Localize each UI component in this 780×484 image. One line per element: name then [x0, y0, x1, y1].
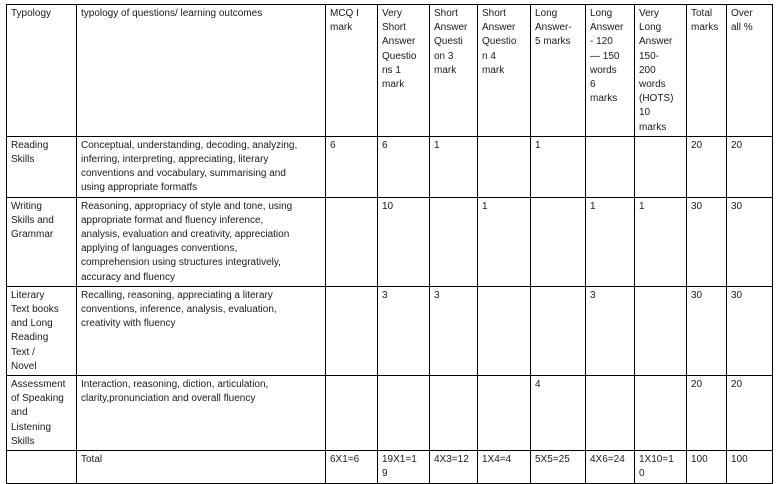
cell-line: Text / — [11, 346, 35, 358]
grand-total: 100 — [687, 451, 727, 484]
totals-label: Total — [77, 451, 326, 484]
cell-line: Recalling, reasoning, appreciating a literary — [81, 289, 273, 301]
very-long-cell: 1 — [635, 197, 687, 286]
very-short-cell: 3 — [378, 286, 430, 375]
cell-line: ns 1 — [382, 64, 401, 76]
cell-line: Listening — [11, 421, 52, 433]
short4-cell — [478, 136, 531, 197]
total-cell: 20 — [687, 136, 727, 197]
cell-line: comprehension using structures integratively, — [81, 257, 281, 269]
short3-cell: 1 — [430, 136, 478, 197]
cell-line: Questi — [434, 36, 463, 48]
long6-cell — [586, 136, 635, 197]
cell-line: Skills and — [11, 214, 54, 226]
cell-line: Writing — [11, 200, 42, 212]
cell-line: - 120 — [590, 36, 613, 48]
long5-total: 5X5=25 — [531, 451, 586, 484]
totals-row — [7, 451, 773, 484]
long5-cell: 1 — [531, 136, 586, 197]
cell-line: (HOTS) — [639, 93, 674, 105]
header-total-marks — [687, 5, 727, 137]
short3-cell — [430, 197, 478, 286]
very-short-cell: 10 — [378, 197, 430, 286]
header-very-short-answer — [378, 5, 430, 137]
cell-line: MCQ I — [330, 8, 359, 19]
very-short-total — [378, 451, 430, 484]
overall-cell: 30 — [727, 286, 773, 375]
cell-line: Answer — [482, 22, 516, 34]
header-overall-percent — [727, 5, 773, 137]
cell-line: Skills — [11, 435, 35, 447]
cell-line: analysis, evaluation and creativity, appreciation — [81, 229, 290, 241]
cell-line: 200 — [639, 64, 656, 76]
mcq-cell — [326, 197, 378, 286]
cell-line: marks — [590, 93, 618, 105]
cell-line: Skills — [11, 154, 35, 166]
cell-line: Long — [639, 22, 662, 34]
cell-line: Very — [639, 8, 660, 19]
cell-line: 6 — [590, 79, 596, 91]
typology-cell — [7, 197, 77, 286]
long6-total: 4X6=24 — [586, 451, 635, 484]
total-cell: 20 — [687, 376, 727, 451]
typology-cell — [7, 451, 77, 484]
cell-line: Answer — [639, 36, 673, 48]
header-typology: Typology — [7, 5, 77, 137]
marks-distribution-table — [6, 4, 773, 484]
cell-line: of Speaking — [11, 393, 64, 405]
cell-line: Questio — [482, 36, 517, 48]
cell-line: Answer — [382, 36, 416, 48]
overall-cell: 30 — [727, 197, 773, 286]
cell-line: n 4 — [482, 50, 496, 62]
total-cell: 30 — [687, 197, 727, 286]
cell-line: Literary — [11, 289, 45, 301]
cell-line: 10 — [639, 107, 651, 119]
cell-line: words — [639, 79, 666, 91]
short3-total: 4X3=12 — [430, 451, 478, 484]
cell-line: Reading — [11, 139, 49, 151]
long5-cell — [531, 286, 586, 375]
cell-line: using appropriate formatfs — [81, 182, 198, 194]
cell-line: Interaction, reasoning, diction, articulation, — [81, 379, 269, 391]
cell-line: 19X1=1 — [382, 454, 417, 466]
cell-line: words — [590, 64, 617, 76]
short4-cell — [478, 286, 531, 375]
cell-line: Conceptual, understanding, decoding, analyzing, — [81, 139, 298, 151]
header-very-long-answer — [635, 5, 687, 137]
total-cell: 30 — [687, 286, 727, 375]
mcq-cell — [326, 286, 378, 375]
cell-line: — 150 — [590, 50, 620, 62]
typology-cell — [7, 376, 77, 451]
cell-line: conventions and vocabulary, summarising and — [81, 168, 286, 180]
very-long-cell — [635, 136, 687, 197]
cell-line: accuracy and fluency — [81, 271, 175, 283]
typology-cell — [7, 136, 77, 197]
table-row-literary — [7, 286, 773, 375]
overall-cell: 20 — [727, 136, 773, 197]
cell-line: 9 — [382, 468, 388, 480]
cell-line: Grammar — [11, 229, 54, 241]
cell-line: mark — [482, 64, 505, 76]
table-row-reading — [7, 136, 773, 197]
cell-line: inferring, interpreting, appreciating, literary — [81, 154, 269, 166]
cell-line: marks — [691, 22, 719, 34]
cell-line: Short — [434, 8, 458, 19]
cell-line: Assessment — [11, 379, 66, 391]
cell-line: Reading — [11, 332, 49, 344]
very-long-cell — [635, 286, 687, 375]
cell-line: Answer — [434, 22, 468, 34]
cell-line: all % — [731, 22, 753, 34]
header-short-answer-4 — [478, 5, 531, 137]
cell-line: applying of languages conventions, — [81, 243, 238, 255]
overall-total: 100 — [727, 451, 773, 484]
very-long-total — [635, 451, 687, 484]
cell-line: on 3 — [434, 50, 454, 62]
short3-cell: 3 — [430, 286, 478, 375]
table-row-writing — [7, 197, 773, 286]
header-row — [7, 5, 773, 137]
short3-cell — [430, 376, 478, 451]
short4-total: 1X4=4 — [478, 451, 531, 484]
cell-line: creativity with fluency — [81, 318, 176, 330]
cell-line: conventions, inference, analysis, evaluation, — [81, 304, 277, 316]
outcomes-cell — [77, 136, 326, 197]
header-learning-outcomes: typology of questions/ learning outcomes — [77, 5, 326, 137]
header-short-answer-3 — [430, 5, 478, 137]
short4-cell: 1 — [478, 197, 531, 286]
cell-line: Long — [535, 8, 558, 19]
very-short-cell: 6 — [378, 136, 430, 197]
cell-line: Reasoning, appropriacy of style and tone, using — [81, 200, 293, 212]
cell-line: appropriate format and fluency inference, — [81, 214, 264, 226]
cell-line: Novel — [11, 360, 37, 372]
overall-cell: 20 — [727, 376, 773, 451]
cell-line: Answer- — [535, 22, 572, 34]
cell-line: mark — [330, 22, 353, 34]
cell-line: Total — [691, 8, 713, 19]
outcomes-cell — [77, 286, 326, 375]
mcq-total: 6X1=6 — [326, 451, 378, 484]
cell-line: Very — [382, 8, 403, 19]
cell-line: Short — [382, 22, 406, 34]
table-row-assessment — [7, 376, 773, 451]
long6-cell — [586, 376, 635, 451]
cell-line: 150- — [639, 50, 660, 62]
cell-line: Short — [482, 8, 506, 19]
cell-line: Answer — [590, 22, 624, 34]
cell-line: marks — [639, 121, 667, 133]
mcq-cell — [326, 376, 378, 451]
long6-cell: 3 — [586, 286, 635, 375]
very-long-cell — [635, 376, 687, 451]
cell-line: Long — [590, 8, 613, 19]
outcomes-cell — [77, 197, 326, 286]
header-long-answer-6 — [586, 5, 635, 137]
header-long-answer-5 — [531, 5, 586, 137]
long5-cell: 4 — [531, 376, 586, 451]
cell-line: 1X10=1 — [639, 454, 674, 466]
typology-cell — [7, 286, 77, 375]
cell-line: 5 marks — [535, 36, 571, 48]
outcomes-cell — [77, 376, 326, 451]
long6-cell: 1 — [586, 197, 635, 286]
cell-line: mark — [434, 64, 457, 76]
cell-line: mark — [382, 79, 405, 91]
very-short-cell — [378, 376, 430, 451]
short4-cell — [478, 376, 531, 451]
header-mcq — [326, 5, 378, 137]
long5-cell — [531, 197, 586, 286]
cell-line: 0 — [639, 468, 645, 480]
cell-line: clarity,pronunciation and overall fluency — [81, 393, 256, 405]
cell-line: Text books — [11, 304, 59, 316]
cell-line: and Long — [11, 318, 53, 330]
cell-line: and — [11, 407, 28, 419]
cell-line: Over — [731, 8, 753, 19]
mcq-cell: 6 — [326, 136, 378, 197]
cell-line: Questio — [382, 50, 417, 62]
